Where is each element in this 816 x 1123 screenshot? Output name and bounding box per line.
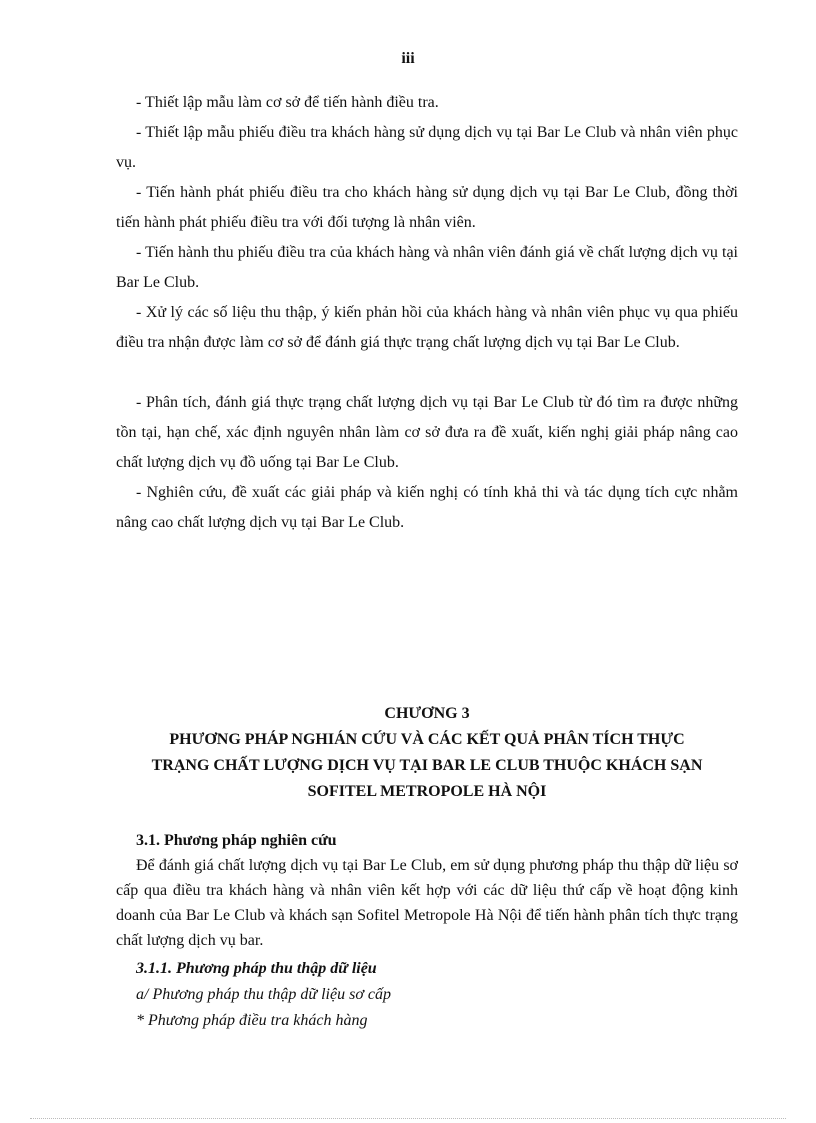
chapter-title-line2: TRẠNG CHẤT LƯỢNG DỊCH VỤ TẠI BAR LE CLUB THUỘC KHÁCH SẠN [151,757,703,774]
bullet-paragraph: - Tiến hành phát phiếu điều tra cho khách hàng sử dụng dịch vụ tại Bar Le Club, đồng thời tiến hành phát phiếu điều tra với đối tượng là nhân viên. [116,184,738,231]
bullet-paragraph: - Thiết lập mẫu làm cơ sở để tiến hành điều tra. [136,94,439,111]
subsubsection-star: * Phương pháp điều tra khách hàng [136,1012,368,1029]
page-footer-divider [30,1118,786,1119]
bullet-paragraph: - Nghiên cứu, đề xuất các giải pháp và kiến nghị có tính khả thi và tác dụng tích cực nhằm nâng cao chất lượng dịch vụ tại Bar Le Club. [116,484,738,531]
section-heading: 3.1. Phương pháp nghiên cứu [136,832,337,849]
page-number: iii [401,50,415,67]
section-paragraph: Để đánh giá chất lượng dịch vụ tại Bar Le Club, em sử dụng phương pháp thu thập dữ liệu sơ cấp qua điều tra khách hàng và nhân viên kết hợp với các dữ liệu thứ cấp về hoạt động kinh doanh của Bar Le Club và khách sạn Sofitel Metropole Hà Nội để tiến hành phân tích thực trạng chất lượng dịch vụ bar. [116,857,738,949]
bullet-paragraph: - Tiến hành thu phiếu điều tra của khách hàng và nhân viên đánh giá về chất lượng dịch vụ tại Bar Le Club. [116,244,738,291]
chapter-title-line3: SOFITEL METROPOLE HÀ NỘI [307,783,547,800]
bullet-paragraph: - Phân tích, đánh giá thực trạng chất lượng dịch vụ tại Bar Le Club từ đó tìm ra được những tồn tại, hạn chế, xác định nguyên nhân làm cơ sở đưa ra đề xuất, kiến nghị giải pháp nâng cao chất lượng dịch vụ đồ uống tại Bar Le Club. [116,394,738,471]
bullet-paragraph: - Thiết lập mẫu phiếu điều tra khách hàng sử dụng dịch vụ tại Bar Le Club và nhân viên phục vụ. [116,124,738,171]
subsection-heading: 3.1.1. Phương pháp thu thập dữ liệu [136,960,377,977]
bullet-paragraph: - Xử lý các số liệu thu thập, ý kiến phản hồi của khách hàng và nhân viên phục vụ qua phiếu điều tra nhận được làm cơ sở để đánh giá thực trạng chất lượng dịch vụ tại Bar Le Club. [116,304,738,351]
subsubsection-a: a/ Phương pháp thu thập dữ liệu sơ cấp [136,986,391,1003]
chapter-title-line1: PHƯƠNG PHÁP NGHIÁN CỨU VÀ CÁC KẾT QUẢ PHÂN TÍCH THỰC [169,731,685,748]
chapter-number: CHƯƠNG 3 [384,705,470,722]
